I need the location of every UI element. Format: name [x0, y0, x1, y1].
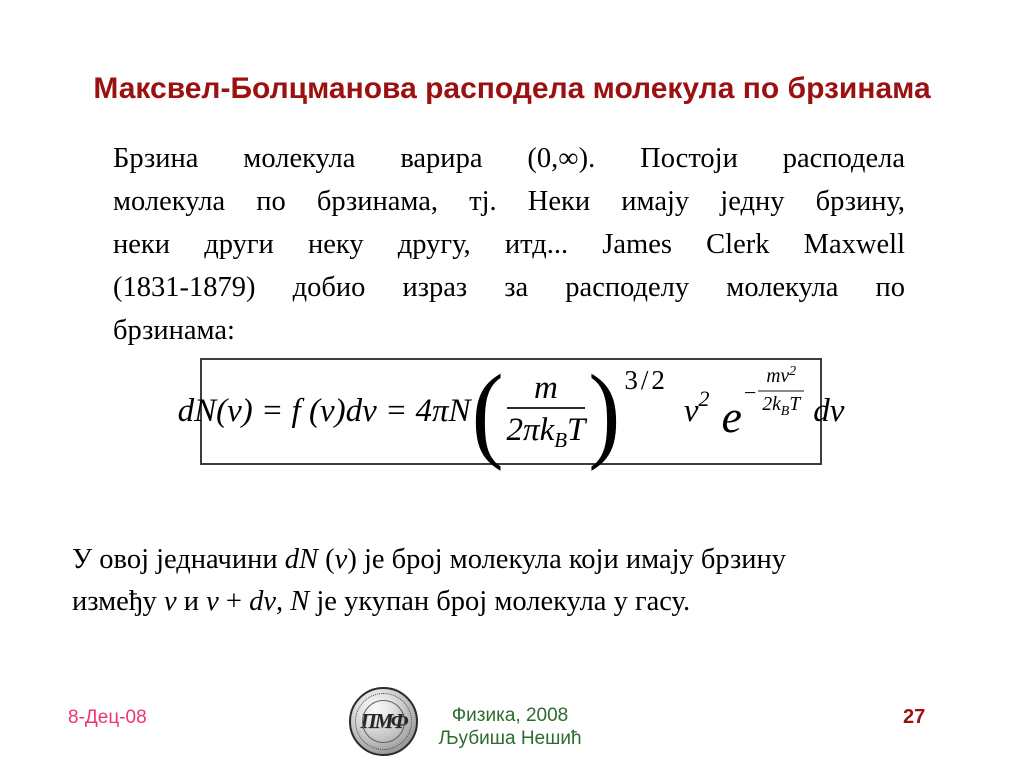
paragraph-line: (1831-1879) добио израз за расподелу молекула по — [113, 272, 905, 303]
paragraph-line: неки други неку другу, итд... James Clerk Maxwell — [113, 229, 905, 260]
body-paragraph-intro — [113, 137, 905, 352]
minus-sign: − — [743, 379, 757, 405]
exponent-fraction — [758, 365, 804, 420]
paragraph-line: Брзина молекула варира (0,∞). Постоји расподела — [113, 143, 905, 174]
dv-differential: dv — [813, 393, 845, 429]
fraction-numerator: m — [534, 370, 558, 406]
paragraph-line: брзинама: — [113, 315, 235, 346]
close-paren: ) — [588, 351, 621, 471]
seal-monogram: ПМФ — [360, 709, 407, 733]
fraction-denominator: $2\pi k_BT$ — [506, 412, 586, 452]
maxwell-distribution-formula-box — [177, 351, 845, 471]
open-paren: ( — [471, 351, 504, 471]
exponent-numerator: $mv^2$ — [766, 364, 797, 387]
exponent-three-halves: 3/2 — [624, 364, 668, 395]
exponent-denominator: $2k_BT$ — [762, 394, 801, 419]
page-number: 27 — [903, 706, 926, 728]
v-squared: $v^2$ — [683, 386, 710, 429]
euler-e: e — [721, 391, 742, 442]
course-name: Физика, 2008 — [451, 705, 569, 726]
body-paragraph-explanation — [72, 539, 928, 622]
footer-credit — [390, 705, 630, 750]
paragraph-line: између v и v + dv, N је укупан број молекула у гасу. — [72, 585, 691, 617]
paragraph-line: У овој једначини dN (v) је број молекула који имају брзину — [72, 544, 786, 575]
formula-lead: dN(v) = f (v)dv = 4πN — [177, 393, 471, 429]
mass-fraction — [507, 369, 586, 454]
maxwell-distribution-formula — [177, 351, 845, 471]
author-name: Љубиша Нешић — [438, 727, 582, 749]
slide-date: 8-Дец-08 — [68, 707, 147, 728]
paragraph-line: молекула по брзинама, тј. Неки имају једну брзину, — [113, 186, 905, 217]
exponential-argument — [744, 365, 804, 420]
slide-title: Максвел-Болцманова расподела молекула по брзинама — [93, 72, 931, 105]
